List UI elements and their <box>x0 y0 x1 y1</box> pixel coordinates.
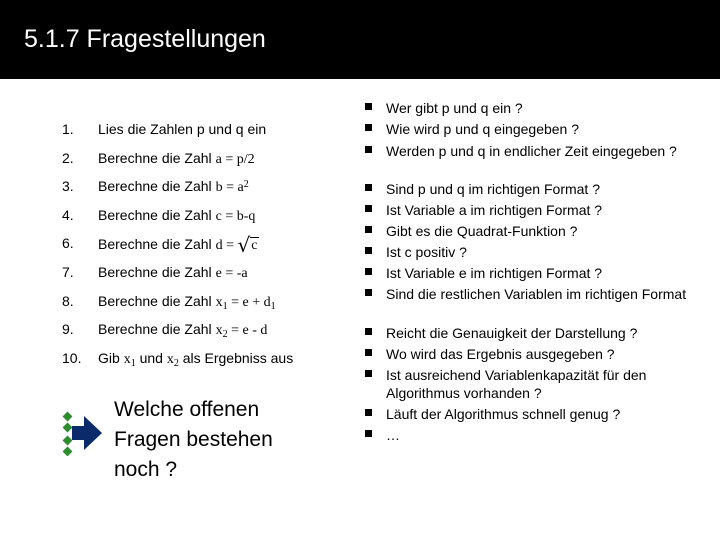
step-text: Berechne die Zahl <box>98 207 212 223</box>
list-item: … <box>386 427 400 443</box>
formula: $x_1 = e + d_1$ <box>215 295 276 312</box>
step-text: Berechne die Zahl <box>98 321 212 337</box>
list-item: Läuft der Algorithmus schnell genug ? <box>386 406 621 422</box>
step-text: Berechne die Zahl <box>98 264 212 280</box>
prompt-line: Welche offenen <box>114 398 260 421</box>
formula-x1: $x_1$ <box>123 352 136 369</box>
list-item: Sind p und q im richtigen Format ? <box>386 181 600 197</box>
step-number: 2. <box>62 150 74 166</box>
square-bullet-icon <box>365 430 372 437</box>
list-item: Ist ausreichend Variablenkapazität für den Algorithmus vorhanden ? <box>386 367 647 401</box>
step-text: Berechne die Zahl <box>98 178 212 194</box>
step-number: 1. <box>62 121 74 137</box>
square-bullet-icon <box>365 247 372 254</box>
list-item: Wo wird das Ergebnis ausgegeben ? <box>386 346 615 362</box>
square-bullet-icon <box>365 184 372 191</box>
list-item: Reicht die Genauigkeit der Darstellung ? <box>386 325 638 341</box>
list-item: Ist Variable e im richtigen Format ? <box>386 265 603 281</box>
list-item: Wie wird p und q eingegeben ? <box>386 121 580 137</box>
square-bullet-icon <box>365 409 372 416</box>
formula: a = p/2 <box>215 152 255 167</box>
open-questions-prompt <box>114 395 273 485</box>
list-item: Wer gibt p und q ein ? <box>386 100 523 116</box>
square-bullet-icon <box>365 370 372 377</box>
formula: $b = a^2$ <box>215 179 249 195</box>
formula: d = √c <box>215 233 258 257</box>
step-number: 9. <box>62 321 74 337</box>
square-bullet-icon <box>365 268 372 275</box>
list-item: Ist c positiv ? <box>386 244 467 260</box>
list-item: Werden p und q in endlicher Zeit eingegeben ? <box>386 143 677 159</box>
square-bullet-icon <box>365 349 372 356</box>
formula-x2: $x_2$ <box>166 352 179 369</box>
square-bullet-icon <box>365 103 372 110</box>
square-bullet-icon <box>365 289 372 296</box>
title-bar <box>0 0 720 79</box>
square-bullet-icon <box>365 226 372 233</box>
formula: e = -a <box>215 266 248 281</box>
list-item: Gibt es die Quadrat-Funktion ? <box>386 223 578 239</box>
step-number: 6. <box>62 235 74 251</box>
arrow-right-icon <box>60 410 104 456</box>
square-bullet-icon <box>365 205 372 212</box>
formula: c = b-q <box>215 209 256 224</box>
prompt-line: noch ? <box>114 458 178 481</box>
square-bullet-icon <box>365 328 372 335</box>
square-root: √c <box>237 233 258 257</box>
list-item: Ist Variable a im richtigen Format ? <box>386 202 603 218</box>
square-bullet-icon <box>365 146 372 153</box>
step-text: Lies die Zahlen p und q ein <box>98 121 267 137</box>
step-number: 4. <box>62 207 74 223</box>
square-bullet-icon <box>365 124 372 131</box>
step-text: Berechne die Zahl <box>98 293 212 309</box>
list-item: Sind die restlichen Variablen im richtigen Format <box>386 286 687 302</box>
prompt-line: Fragen bestehen <box>114 428 273 451</box>
step-number: 7. <box>62 264 74 280</box>
slide-title: 5.1.7 Fragestellungen <box>24 25 266 53</box>
step-number: 3. <box>62 178 74 194</box>
step-text: Berechne die Zahl <box>98 150 212 166</box>
step-number: 8. <box>62 293 74 309</box>
formula: $x_2 = e - d$ <box>215 323 268 340</box>
step-text: Berechne die Zahl <box>98 236 212 252</box>
step-number: 10. <box>62 350 82 366</box>
step-text: Gib <box>98 350 120 366</box>
